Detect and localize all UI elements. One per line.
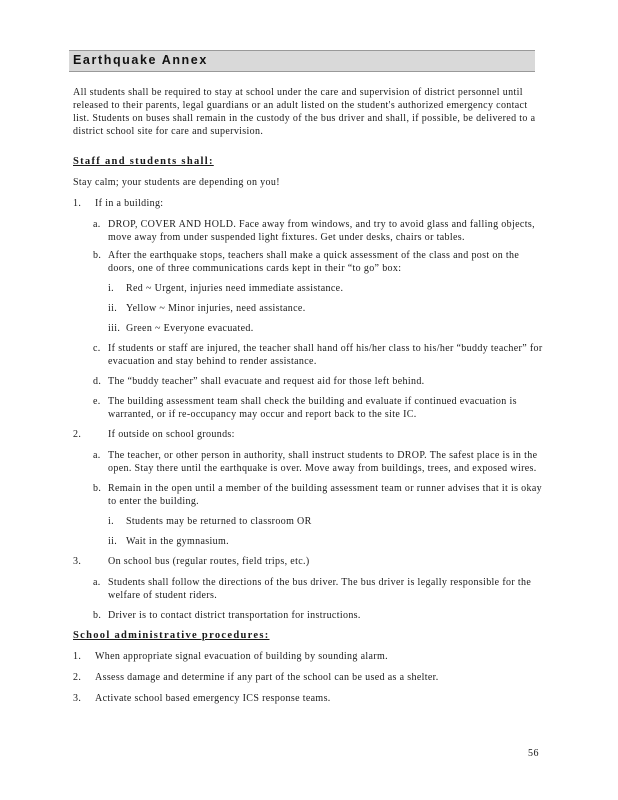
list-item: 2. If outside on school grounds: <box>73 429 235 440</box>
list-subitem: b. Remain in the open until a member of the building assessment team or runner advises that it is okay to enter the building. <box>93 483 543 507</box>
staff-section-heading: Staff and students shall: <box>73 156 214 167</box>
document-body <box>73 86 543 713</box>
list-subsubitem: ii. Yellow ~ Minor injuries, need assistance. <box>108 303 306 314</box>
admin-list-item: 2. Assess damage and determine if any part of the school can be used as a shelter. <box>73 672 439 683</box>
list-subitem: c. If students or staff are injured, the teacher shall hand off his/her class to his/her “buddy teacher” for evacuation and stay behind to render assistance. <box>93 343 543 367</box>
admin-section-heading: School administrative procedures: <box>73 630 270 641</box>
list-subitem: b. Driver is to contact district transportation for instructions. <box>93 610 361 621</box>
list-subitem: d. The “buddy teacher” shall evacuate and request aid for those left behind. <box>93 376 425 387</box>
admin-list-item: 1. When appropriate signal evacuation of building by sounding alarm. <box>73 651 388 662</box>
list-subitem: b. After the earthquake stops, teachers shall make a quick assessment of the class and post on the doors, one of three communications cards kept in their “to go” box: <box>93 250 520 274</box>
annex-header-bar <box>69 50 535 72</box>
list-subsubitem: i. Students may be returned to classroom OR <box>108 516 312 527</box>
annex-title: Earthquake Annex <box>73 53 208 67</box>
page-number: 56 <box>528 748 539 759</box>
list-subsubitem: i. Red ~ Urgent, injuries need immediate assistance. <box>108 283 344 294</box>
admin-list-item: 3. Activate school based emergency ICS response teams. <box>73 693 331 704</box>
list-subitem: a. Students shall follow the directions of the bus driver. The bus driver is legally responsible for the welfare of student riders. <box>93 577 532 601</box>
list-item: 3. On school bus (regular routes, field trips, etc.) <box>73 556 310 567</box>
list-subsubitem: ii. Wait in the gymnasium. <box>108 536 229 547</box>
list-item: 1. If in a building: <box>73 198 164 209</box>
intro-paragraph: All students shall be required to stay at school under the care and supervision of district personnel until released to their parents, legal guardians or an adult listed on the student's authorized emergency contact list. Students on buses shall remain in the custody of the bus driver and shall, if possible, be delivered to a district school site for care and supervision. <box>73 87 536 137</box>
list-subitem: a. The teacher, or other person in authority, shall instruct students to DROP. The safest place is in the open. Stay there until the earthquake is over. Move away from buildings, trees, and exposed wires. <box>93 450 538 474</box>
list-subitem: a. DROP, COVER AND HOLD. Face away from windows, and try to avoid glass and falling objects, move away from under suspended light fixtures. Get under desks, chairs or tables. <box>93 219 535 243</box>
stay-calm-text: Stay calm; your students are depending on you! <box>73 177 280 188</box>
list-subsubitem: iii. Green ~ Everyone evacuated. <box>108 323 254 334</box>
list-subitem: e. The building assessment team shall check the building and evaluate if continued evacuation is warranted, or if re-occupancy may occur and report back to the site IC. <box>93 396 517 420</box>
